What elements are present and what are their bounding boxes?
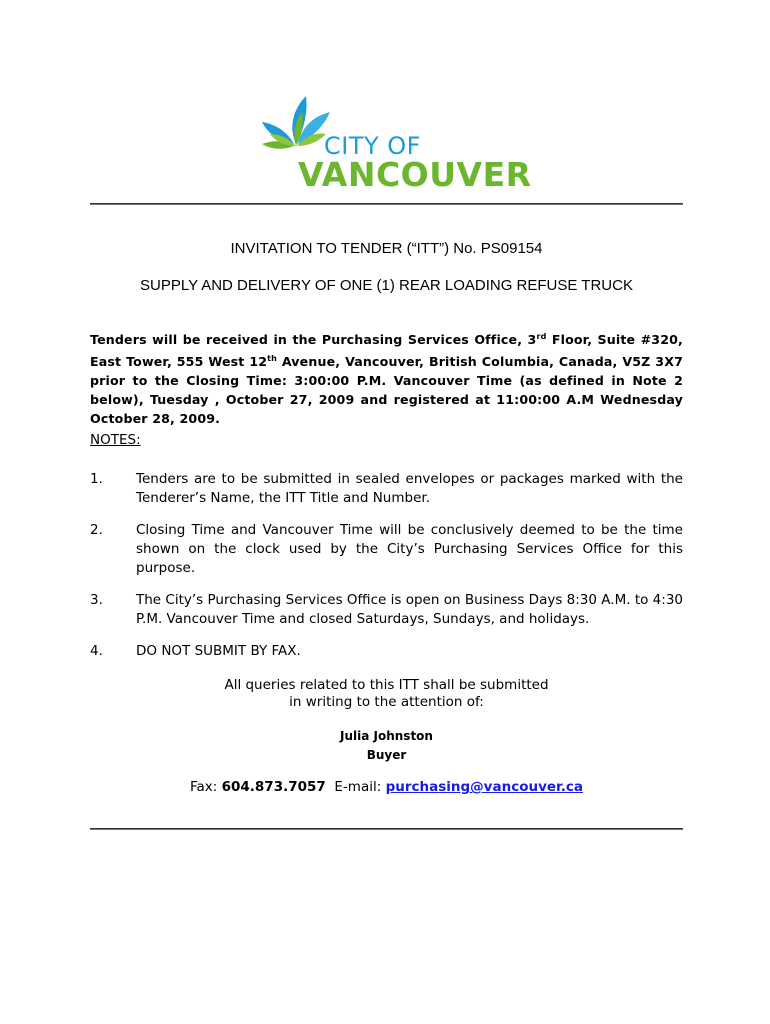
note-text: DO NOT SUBMIT BY FAX. [136, 643, 301, 659]
notes-heading: NOTES: [90, 432, 141, 448]
contact-name: Julia Johnston [340, 729, 433, 743]
note-number: 1. [90, 471, 103, 487]
queries-text [90, 677, 683, 711]
queries-line: in writing to the attention of: [289, 694, 484, 710]
note-number: 3. [90, 592, 103, 608]
contact-role: Buyer [366, 748, 407, 762]
logo-text-city-of: CITY OF [324, 132, 421, 160]
intro-paragraph: Tenders will be received in the Purchasing Services Office, 3rd Floor, Suite #320, East Tower, 555 West 12th Avenue, Vancouver, British Columbia, Canada, V5Z 3X7 prior to the Closing Time: 3:00:00 P.M. Vancouver Time (as defined in Note 2 below), Tuesday , October 27, 2009 and registered at 11:00:00 A.M Wednesday October 28, 2009. [90, 332, 683, 427]
top-divider [90, 203, 683, 205]
note-text: The City’s Purchasing Services Office is open on Business Days 8:30 A.M. to 4:30 P.M. Vancouver Time and closed Saturdays, Sundays, and holidays. [136, 592, 683, 627]
email-link[interactable]: purchasing@vancouver.ca [385, 779, 584, 795]
note-text: Closing Time and Vancouver Time will be conclusively deemed to be the time shown on the clock used by the City’s Purchasing Services Office for this purpose. [136, 522, 683, 576]
city-logo [258, 86, 532, 198]
note-number: 4. [90, 643, 103, 659]
bottom-divider [90, 828, 683, 830]
note-text: Tenders are to be submitted in sealed envelopes or packages marked with the Tenderer’s Name, the ITT Title and Number. [136, 471, 683, 506]
contact-block [90, 727, 683, 765]
document-title: INVITATION TO TENDER (“ITT”) No. PS09154 [230, 240, 543, 257]
email-label: E-mail: [334, 779, 386, 795]
document-subtitle: SUPPLY AND DELIVERY OF ONE (1) REAR LOADING REFUSE TRUCK [140, 277, 633, 294]
queries-line: All queries related to this ITT shall be submitted [224, 677, 549, 693]
contact-line [90, 779, 683, 795]
fax-number: 604.873.7057 [221, 779, 326, 795]
fax-label: Fax: [189, 779, 222, 795]
note-number: 2. [90, 522, 103, 538]
logo-text-vancouver: VANCOUVER [298, 155, 532, 194]
